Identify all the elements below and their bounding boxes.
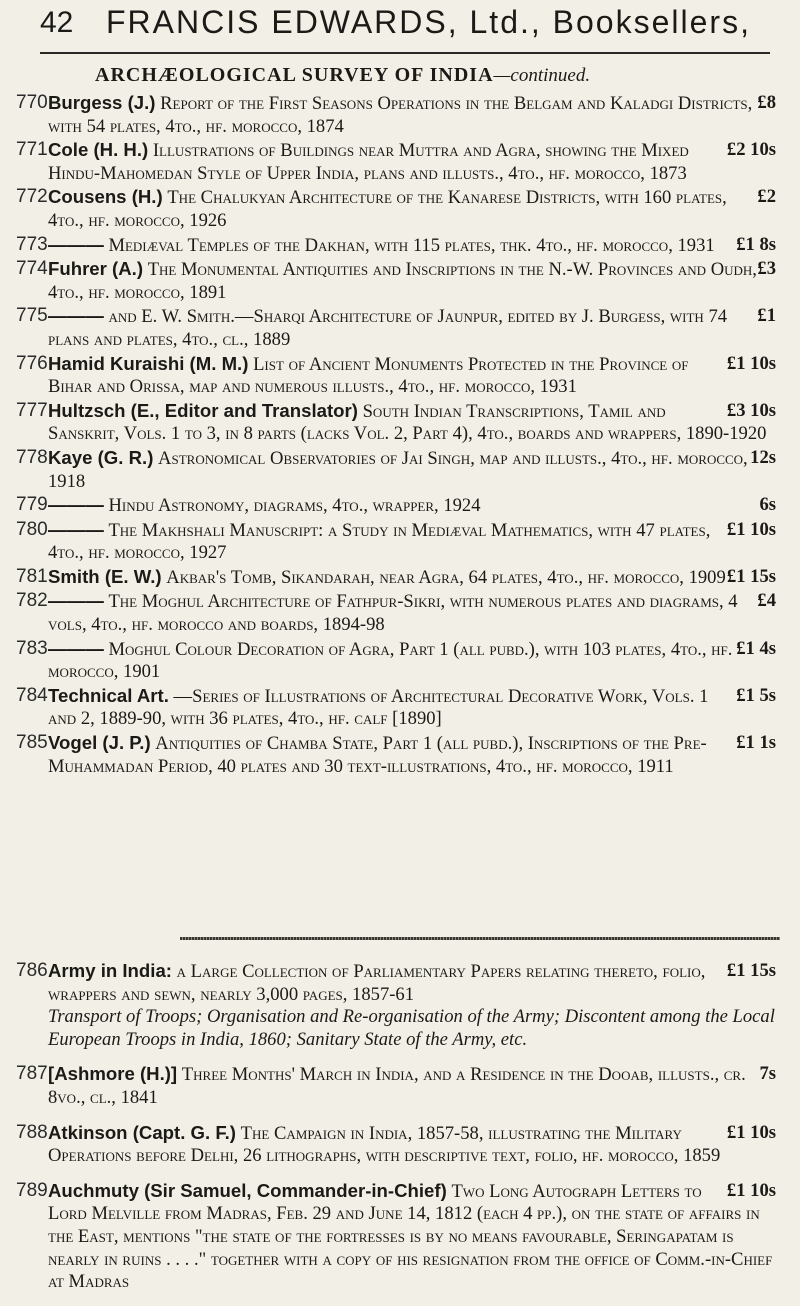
entry-description: Antiquities of Chamba State, Part 1 (all pubd.), Inscriptions of the Pre-Muhammadan Period, 40 plates and 30 text-illustrations, 4to., hf. morocco, 1911 [48,733,707,777]
entry-description: and E. W. Smith.—Sharqi Architecture of Jaunpur, edited by J. Burgess, with 74 plans and plates, 4to., cl., 1889 [48,306,728,350]
catalogue-entry [16,590,776,636]
entry-number: 772 [16,186,48,208]
entry-author: Smith (E. W.) [48,565,162,587]
entry-number: 784 [16,684,48,706]
entry-price: £1 10s [726,1179,776,1201]
entry-price: £2 [757,186,776,208]
catalogue-entry [16,447,776,493]
entry-number: 783 [16,637,48,659]
entry-description: Astronomical Observatories of Jai Singh, map and illusts., 4to., hf. morocco, 1918 [48,447,748,492]
entry-description: a Large Collection of Parliamentary Papers relating thereto, folio, wrappers and sewn, nearly 3,000 pages, 1857-61 [48,961,706,1005]
entry-description: List of Ancient Monuments Protected in the Province of Bihar and Orissa, map and numerous illusts., 4to., hf. morocco, 1931 [48,353,689,398]
entry-author: ——— [48,233,104,255]
catalogue-entry [16,519,776,565]
entry-author: Burgess (J.) [48,92,156,113]
entry-number: 786 [16,960,48,981]
entry-description: The Campaign in India, 1857-58, illustrating the Military Operations before Delhi, 26 lithographs, with descriptive text, folio, hf. morocco, 1859 [48,1122,721,1167]
entry-author: Hamid Kuraishi (M. M.) [48,352,249,374]
entry-number: 776 [16,352,48,374]
divider [180,937,780,940]
catalogue-entry [16,305,776,351]
entry-price: £1 8s [736,233,776,255]
catalogue-list [16,92,776,779]
entry-number: 789 [16,1179,48,1201]
entry-description: South Indian Transcriptions, Tamil and Sanskrit, Vols. 1 to 3, in 8 parts (lacks Vol. 2, Part 4), 4to., boards and wrappers, 1890-1920 [48,400,767,445]
entry-price: £3 [757,258,776,280]
catalogue-entry [16,638,776,684]
catalogue-entry [16,1063,776,1109]
catalogue-entry [16,1180,776,1294]
catalogue-entry [16,92,776,138]
entry-author: Technical Art. [48,684,169,706]
entry-number: 785 [16,732,48,754]
entry-price: £1 10s [726,352,776,374]
catalogue-entry [16,566,776,590]
entry-author: Cousens (H.) [48,186,163,208]
entry-number: 774 [16,258,48,280]
entry-number: 775 [16,305,48,327]
running-title: FRANCIS EDWARDS, Ltd., Booksellers, [106,4,751,40]
entry-description: Illustrations of Buildings near Muttra and Agra, showing the Mixed Hindu-Mahomedan Style of Upper India, plans and illusts., 4to., hf. morocco, 1873 [48,140,689,184]
entry-price: £8 [757,92,776,113]
catalogue-entry [16,400,776,446]
entry-number: 780 [16,518,48,540]
entry-number: 771 [16,139,48,161]
page-header [40,4,770,54]
entry-description: Report of the First Seasons Operations in the Belgam and Kaladgi Districts, with 54 plates, 4to., hf. morocco, 1874 [48,93,753,137]
entry-price: £1 4s [736,637,776,659]
entry-price: £1 1s [736,732,776,754]
catalogue-entry [16,186,776,232]
entry-price: £1 10s [726,1121,776,1143]
catalogue-entry [16,960,776,1051]
entry-price: £3 10s [726,399,776,421]
section-continued: —continued. [493,65,591,86]
entry-price: £4 [757,590,776,612]
entry-price: 12s [750,446,776,468]
entry-author: Atkinson (Capt. G. F.) [48,1121,236,1143]
entry-author: Vogel (J. P.) [48,732,151,754]
entry-price: £1 5s [736,684,776,706]
entry-description: The Moghul Architecture of Fathpur-Sikri, with numerous plates and diagrams, 4 vols, 4to., hf. morocco and boards, 1894-98 [48,591,738,636]
catalogue-entry [16,234,776,258]
entry-author: ——— [48,637,104,659]
entry-price: £1 10s [726,518,776,540]
entry-number: 788 [16,1121,48,1143]
entry-number: 782 [16,590,48,612]
entry-author: ——— [48,494,104,516]
entry-author: Fuhrer (A.) [48,258,144,280]
entry-number: 779 [16,494,48,516]
entry-description: Mediæval Temples of the Dakhan, with 115 plates, thk. 4to., hf. morocco, 1931 [108,234,715,256]
entry-description: Akbar's Tomb, Sikandarah, near Agra, 64 plates, 4to., hf. morocco, 1909 [166,566,726,588]
entry-number: 773 [16,233,48,255]
entry-price: £1 15s [726,565,776,587]
entry-author: ——— [48,590,104,612]
entry-author: Auchmuty (Sir Samuel, Commander-in-Chief) [48,1179,447,1201]
entry-number: 787 [16,1063,48,1085]
catalogue-entry [16,139,776,185]
catalogue-entry [16,1122,776,1168]
entry-description: The Monumental Antiquities and Inscriptions in the N.-W. Provinces and Oudh, 4to., hf. morocco, 1891 [48,259,757,303]
entry-author: ——— [48,305,104,327]
section-title: ARCHÆOLOGICAL SURVEY OF INDIA [95,64,494,86]
catalogue-entry [16,732,776,778]
entry-author: Hultzsch (E., Editor and Translator) [48,399,358,421]
entry-author: Kaye (G. R.) [48,446,154,468]
entry-number: 778 [16,446,48,468]
catalogue-list-second [16,960,776,1306]
catalogue-entry [16,258,776,304]
catalogue-entry [16,353,776,399]
entry-number: 770 [16,92,48,113]
entry-description: Hindu Astronomy, diagrams, 4to., wrapper, 1924 [108,495,481,517]
entry-number: 781 [16,565,48,587]
entry-author: ——— [48,518,104,540]
entry-price: 7s [759,1063,776,1085]
entry-description: The Makhshali Manuscript: a Study in Mediæval Mathematics, with 47 plates, 4to., hf. morocco, 1927 [48,519,711,564]
entry-price: £1 [757,305,776,327]
entry-description: The Chalukyan Architecture of the Kanarese Districts, with 160 plates, 4to., hf. morocco, 1926 [48,187,727,231]
entry-number: 777 [16,399,48,421]
entry-note: Transport of Troops; Organisation and Re-organisation of the Army; Discontent among the Local European Troops in India, 1860; Sanitary State of the Army, etc. [48,1006,775,1050]
entry-price: £2 10s [726,139,776,161]
entry-description: Moghul Colour Decoration of Agra, Part 1 (all pubd.), with 103 plates, 4to., hf. morocco, 1901 [48,638,733,683]
entry-author: [Ashmore (H.)] [48,1063,178,1085]
catalogue-entry [16,494,776,518]
entry-author: Cole (H. H.) [48,139,149,161]
entry-price: 6s [759,494,776,516]
page-number: 42 [40,6,74,39]
entry-price: £1 15s [726,960,776,981]
section-heading [95,64,590,87]
entry-description: Two Long Autograph Letters to Lord Melville from Madras, Feb. 29 and June 14, 1812 (each 4 pp.), on the state of affairs in the East, mentions "the state of the fortresses is by no means favourable, Seringapatam is nearly in ruins . . . ." together with a copy of his resignation from the office of Comm.-in-Chief at Madras [48,1180,773,1293]
entry-description: —Series of Illustrations of Architectural Decorative Work, Vols. 1 and 2, 1889-90, with 36 plates, 4to., hf. calf [1890] [48,685,709,730]
entry-author: Army in India: [48,960,172,981]
catalogue-entry [16,685,776,731]
entry-description: Three Months' March in India, and a Residence in the Dooab, illusts., cr. 8vo., cl., 1841 [48,1064,746,1108]
